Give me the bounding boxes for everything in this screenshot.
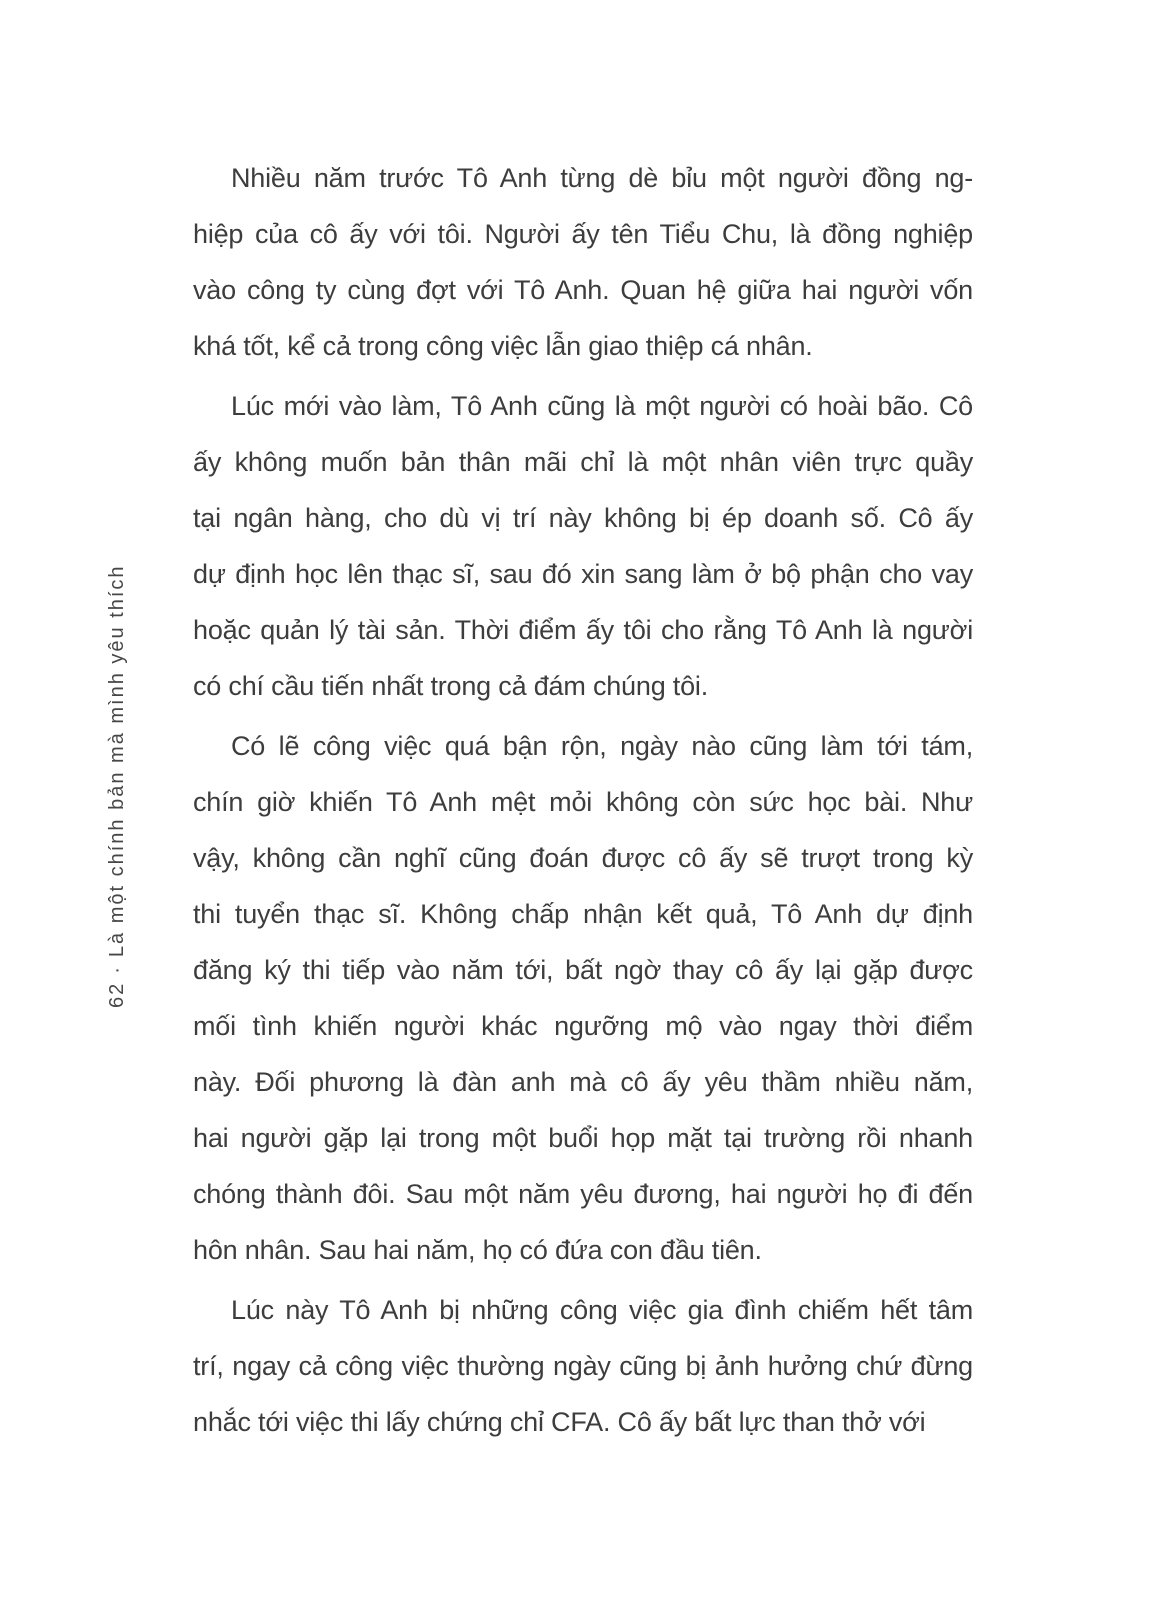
running-title: Là một chính bản mà mình yêu thích [106, 564, 128, 958]
body-text [193, 150, 973, 1454]
text-line: vậy, không cần nghĩ cũng đoán được cô ấy sẽ trượt trong kỳ [193, 843, 973, 873]
text-line: tại ngân hàng, cho dù vị trí này không bị ép doanh số. Cô ấy [193, 503, 973, 533]
text-line: ấy không muốn bản thân mãi chỉ là một nhân viên trực quầy [193, 447, 973, 477]
text-line: chóng thành đôi. Sau một năm yêu đương, hai người họ đi đến [193, 1179, 973, 1209]
text-line: vào công ty cùng đợt với Tô Anh. Quan hệ giữa hai người vốn [193, 275, 973, 305]
text-line: khá tốt, kể cả trong công việc lẫn giao thiệp cá nhân. [193, 331, 813, 361]
text-line: có chí cầu tiến nhất trong cả đám chúng tôi. [193, 671, 709, 701]
paragraph [193, 378, 973, 714]
paragraph [193, 150, 973, 374]
text-line: nhắc tới việc thi lấy chứng chỉ CFA. Cô ấy bất lực than thở với [193, 1407, 926, 1437]
text-line: Lúc mới vào làm, Tô Anh cũng là một người có hoài bão. Cô [231, 391, 973, 421]
text-line: hôn nhân. Sau hai năm, họ có đứa con đầu tiên. [193, 1235, 762, 1265]
text-line: chín giờ khiến Tô Anh mệt mỏi không còn sức học bài. Như [193, 787, 973, 817]
text-line: này. Đối phương là đàn anh mà cô ấy yêu thầm nhiều năm, [193, 1067, 973, 1097]
text-line: hiệp của cô ấy với tôi. Người ấy tên Tiểu Chu, là đồng nghiệp [193, 219, 973, 249]
text-line: hoặc quản lý tài sản. Thời điểm ấy tôi cho rằng Tô Anh là người [193, 615, 973, 645]
text-line: thi tuyển thạc sĩ. Không chấp nhận kết quả, Tô Anh dự định [193, 899, 973, 929]
running-head [106, 564, 129, 1008]
text-line: Nhiều năm trước Tô Anh từng dè bỉu một người đồng ng- [231, 163, 973, 193]
text-line: Có lẽ công việc quá bận rộn, ngày nào cũng làm tới tám, [231, 731, 973, 761]
paragraph [193, 1282, 973, 1450]
separator-dot: · [106, 965, 128, 974]
text-line: Lúc này Tô Anh bị những công việc gia đình chiếm hết tâm [231, 1295, 973, 1325]
text-line: mối tình khiến người khác ngưỡng mộ vào ngay thời điểm [193, 1011, 973, 1041]
text-line: dự định học lên thạc sĩ, sau đó xin sang làm ở bộ phận cho vay [193, 559, 973, 589]
text-line: đăng ký thi tiếp vào năm tới, bất ngờ thay cô ấy lại gặp được [193, 955, 973, 985]
paragraph [193, 718, 973, 1278]
page-number: 62 [106, 981, 128, 1008]
text-line: hai người gặp lại trong một buổi họp mặt tại trường rồi nhanh [193, 1123, 973, 1153]
text-line: trí, ngay cả công việc thường ngày cũng bị ảnh hưởng chứ đừng [193, 1351, 973, 1381]
